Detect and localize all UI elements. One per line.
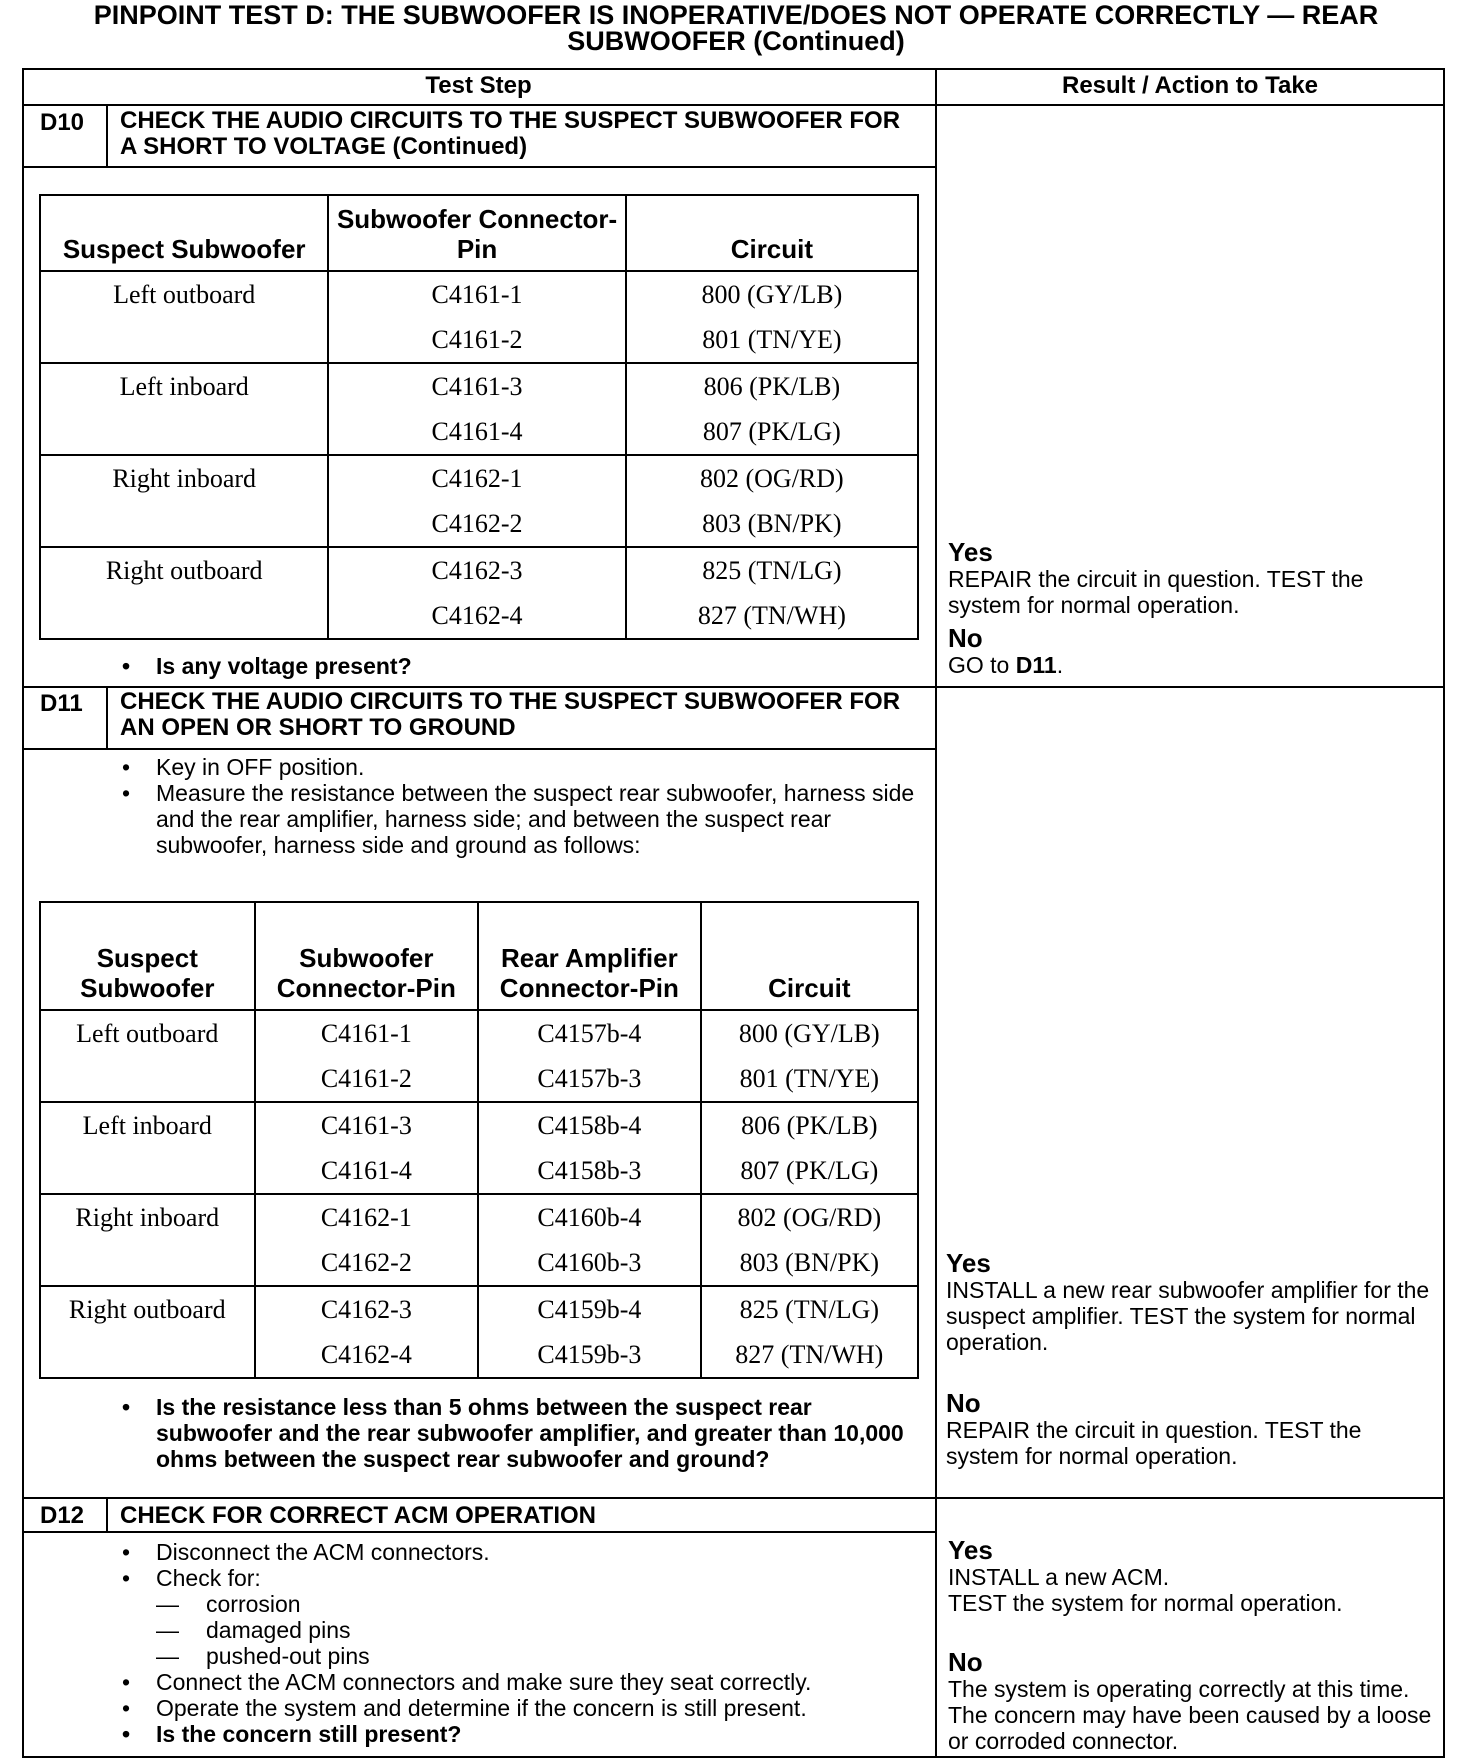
d11-connector-table [39,901,919,1379]
header-result: Result / Action to Take [1061,72,1319,99]
result-no-label: No [948,1647,983,1677]
result-yes-text: INSTALL a new ACM. [948,1564,1170,1590]
instruction-bullet: • Connect the ACM connectors and make sure they seat correctly. [122,1669,922,1695]
table-row: Right inboard C4162-1 802 (OG/RD) [40,455,918,501]
instruction-bullet: • Disconnect the ACM connectors. [122,1539,922,1565]
title-line-1: PINPOINT TEST D: THE SUBWOOFER IS INOPERATIVE/DOES NOT OPERATE CORRECTLY — REAR [93,0,1379,30]
table-row: Left inboard C4161-3 806 (PK/LB) [40,363,918,409]
table-row: Right outboard C4162-3 C4159b-4 825 (TN/LG) [40,1286,918,1332]
d10-connector-table [39,194,919,640]
check-item: — pushed-out pins [122,1643,922,1669]
table-row: C4161-2 C4157b-3 801 (TN/YE) [40,1056,918,1102]
table-row: Right outboard C4162-3 825 (TN/LG) [40,547,918,593]
step-title-underline [22,1531,935,1533]
step-divider-d11-d12 [22,1497,1445,1499]
step-title-d11: CHECK THE AUDIO CIRCUITS TO THE SUSPECT SUBWOOFER FOR AN OPEN OR SHORT TO GROUND [120,688,901,741]
result-yes-text: TEST the system for normal operation. [948,1590,1343,1616]
table-header: Subwoofer Connector-Pin [328,195,625,271]
title-line-2: SUBWOOFER (Continued) [567,26,905,56]
result-yes-label: Yes [946,1248,991,1278]
page-title [0,2,1472,54]
table-row: Left outboard C4161-1 800 (GY/LB) [40,271,918,317]
result-no-label: No [948,623,983,653]
d10-result [948,538,1436,678]
table-header: Subwoofer Connector-Pin [255,902,479,1010]
step-id-d12: D12 [40,1502,85,1529]
table-row: C4161-2 801 (TN/YE) [40,317,918,363]
instruction-bullet: • Key in OFF position. [122,754,922,780]
table-header: Suspect Subwoofer [40,195,328,271]
d10-question [122,653,922,679]
step-title-underline [22,748,935,750]
table-row: C4161-4 C4158b-3 807 (PK/LG) [40,1148,918,1194]
check-item: — corrosion [122,1591,922,1617]
header-test-step: Test Step [425,72,532,99]
d11-result [946,1249,1440,1469]
table-row: Left outboard C4161-1 C4157b-4 800 (GY/LB) [40,1010,918,1056]
table-row: C4162-2 803 (BN/PK) [40,501,918,547]
step-id-d10: D10 [40,109,85,136]
step-title-d12: CHECK FOR CORRECT ACM OPERATION [120,1502,596,1529]
d11-question [122,1394,922,1472]
step-id-d11: D11 [40,690,83,717]
step-title-underline [22,166,935,168]
step-title-d10: CHECK THE AUDIO CIRCUITS TO THE SUSPECT SUBWOOFER FOR A SHORT TO VOLTAGE (Continued) [120,107,901,160]
result-yes-label: Yes [948,1535,993,1565]
table-header: Suspect Subwoofer [40,902,255,1010]
d11-instructions [122,754,922,858]
table-row: C4162-2 C4160b-3 803 (BN/PK) [40,1240,918,1286]
question-bullet: • Is any voltage present? [122,653,922,679]
step-id-divider [106,104,108,168]
check-item: — damaged pins [122,1617,922,1643]
result-yes-label: Yes [948,537,993,567]
question-bullet: • Is the concern still present? [122,1721,922,1747]
result-no-text: The system is operating correctly at this time. The concern may have been caused by a loose or corroded connector. [948,1676,1432,1754]
table-row: Right inboard C4162-1 C4160b-4 802 (OG/RD) [40,1194,918,1240]
d12-result [948,1536,1440,1754]
result-yes-text: INSTALL a new rear subwoofer amplifier for the suspect amplifier. TEST the system for normal operation. [946,1277,1430,1355]
d12-instructions [122,1539,922,1747]
table-row: C4161-4 807 (PK/LG) [40,409,918,455]
instruction-bullet: • Measure the resistance between the suspect rear subwoofer, harness side and the rear amplifier, harness side; and between the suspect rear subwoofer, harness side and ground as follows: [122,780,922,858]
table-header: Rear Amplifier Connector-Pin [478,902,701,1010]
table-header: Circuit [701,902,918,1010]
result-no-text: GO to D11. [948,652,1064,678]
header-divider [22,104,1445,106]
instruction-bullet: • Check for: [122,1565,922,1591]
table-row: C4162-4 C4159b-3 827 (TN/WH) [40,1332,918,1378]
question-bullet: • Is the resistance less than 5 ohms between the suspect rear subwoofer and the rear subwoofer amplifier, and greater than 10,000 ohms between the suspect rear subwoofer and ground? [122,1394,922,1472]
step-reference-link[interactable]: D11 [1015,652,1057,678]
step-id-divider [106,1497,108,1533]
table-row: Left inboard C4161-3 C4158b-4 806 (PK/LB) [40,1102,918,1148]
instruction-bullet: • Operate the system and determine if the concern is still present. [122,1695,922,1721]
result-yes-text: REPAIR the circuit in question. TEST the system for normal operation. [948,566,1364,618]
column-divider [935,68,937,1758]
table-header: Circuit [626,195,918,271]
result-no-label: No [946,1388,981,1418]
step-id-divider [106,686,108,750]
table-row: C4162-4 827 (TN/WH) [40,593,918,639]
result-no-text: REPAIR the circuit in question. TEST the system for normal operation. [946,1417,1362,1469]
